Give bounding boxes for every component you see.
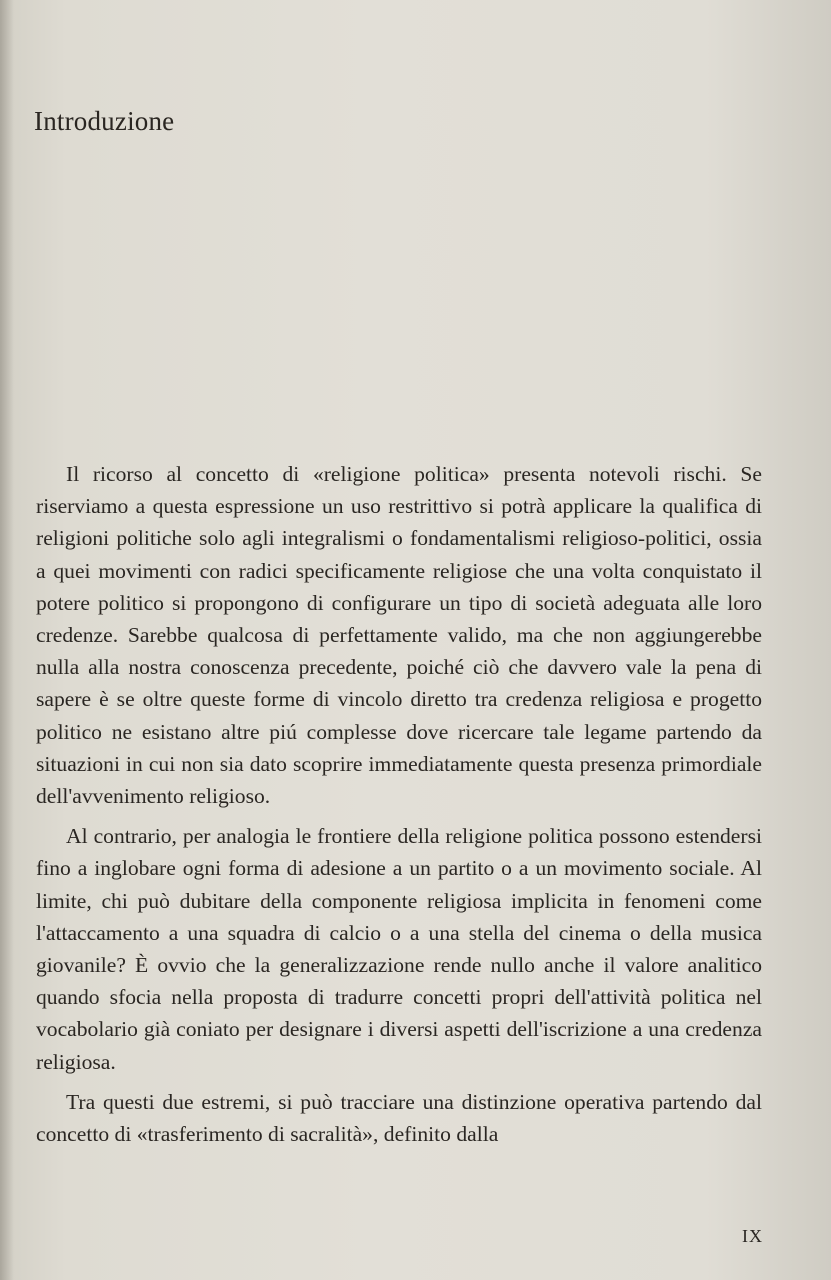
page-number: IX <box>742 1226 763 1246</box>
body-text <box>36 458 762 1158</box>
chapter-title: Introduzione <box>34 106 175 136</box>
paragraph: Tra questi due estremi, si può tracciare una distinzione operativa partendo dal concetto di «trasferimento di sacralità», definito dalla <box>36 1089 762 1147</box>
paragraph: Il ricorso al concetto di «religione politica» presenta notevoli rischi. Se riserviamo a questa espressione un uso restrittivo si potrà applicare la qualifica di religioni politiche solo agli integralismi o fondamentalismi religioso-politici, ossia a quei movimenti con radici specificamente religiose che una volta conquistato il potere politico si propongono di configurare un tipo di società adeguata alle loro credenze. Sarebbe qualcosa di perfettamente valido, ma che non aggiungerebbe nulla alla nostra conoscenza precedente, poiché ciò che davvero vale la pena di sapere è se oltre queste forme di vincolo diretto tra credenza religiosa e progetto politico ne esistano altre piú complesse dove ricercare tale legame partendo da situazioni in cui non sia dato scoprire immediatamente questa presenza primordiale dell'avvenimento religioso. <box>36 462 762 809</box>
page-gutter-shadow <box>0 0 14 1280</box>
paragraph: Al contrario, per analogia le frontiere della religione politica possono estendersi fino a inglobare ogni forma di adesione a un partito o a un movimento sociale. Al limite, chi può dubitare della componente religiosa implicita in fenomeni come l'attaccamento a una squadra di calcio o a una stella del cinema o della musica giovanile? È ovvio che la generalizzazione rende nullo anche il valore analitico quando sfocia nella proposta di tradurre concetti propri dell'attività politica nel vocabolario già coniato per designare i diversi aspetti dell'iscrizione a una credenza religiosa. <box>36 824 762 1074</box>
